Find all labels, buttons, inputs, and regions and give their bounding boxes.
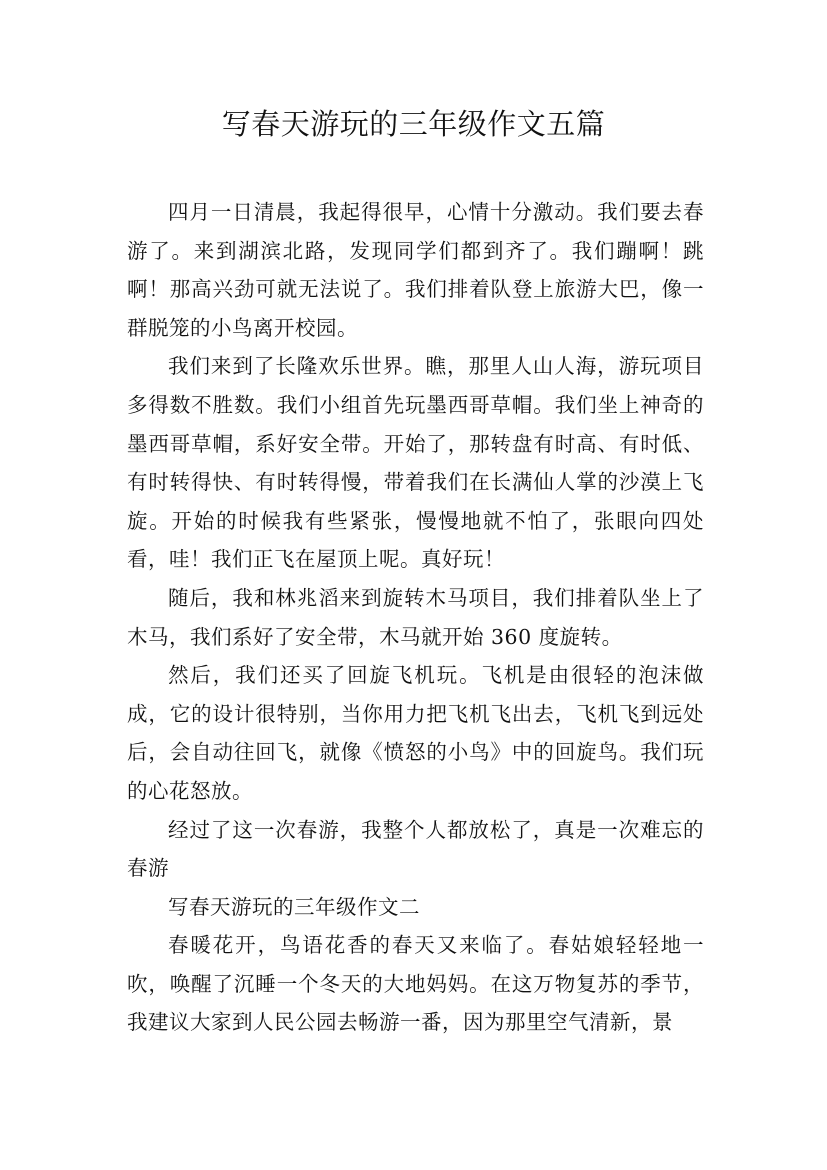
paragraph: 随后，我和林兆滔来到旋转木马项目，我们排着队坐上了木马，我们系好了安全带，木马就开始 360 度旋转。 bbox=[127, 585, 704, 649]
paragraph: 我们来到了长隆欢乐世界。瞧，那里人山人海，游玩项目多得数不胜数。我们小组首先玩墨西哥草帽。我们坐上神奇的墨西哥草帽，系好安全带。开始了，那转盘有时高、有时低、有时转得快、有时转得慢，带着我们在长满仙人掌的沙漠上飞旋。开始的时候我有些紧张，慢慢地就不怕了，张眼向四处看，哇！我们正飞在屋顶上呢。真好玩！ bbox=[127, 354, 704, 572]
paragraph: 经过了这一次春游，我整个人都放松了，真是一次难忘的春游 bbox=[127, 817, 704, 881]
document-body bbox=[127, 193, 704, 1042]
paragraph: 然后，我们还买了回旋飞机玩。飞机是由很轻的泡沫做成，它的设计很特别，当你用力把飞机飞出去，飞机飞到远处后，会自动往回飞，就像《愤怒的小鸟》中的回旋鸟。我们玩的心花怒放。 bbox=[127, 663, 704, 803]
document-title: 写春天游玩的三年级作文五篇 bbox=[221, 107, 606, 141]
paragraph: 四月一日清晨，我起得很早，心情十分激动。我们要去春游了。来到湖滨北路，发现同学们都到齐了。我们蹦啊！跳啊！那高兴劲可就无法说了。我们排着队登上旅游大巴，像一群脱笼的小鸟离开校园。 bbox=[127, 200, 704, 340]
section-subtitle: 写春天游玩的三年级作文二 bbox=[168, 894, 420, 919]
paragraph: 春暖花开，鸟语花香的春天又来临了。春姑娘轻轻地一吹，唤醒了沉睡一个冬天的大地妈妈。在这万物复苏的季节，我建议大家到人民公园去畅游一番，因为那里空气清新，景 bbox=[127, 933, 704, 1035]
